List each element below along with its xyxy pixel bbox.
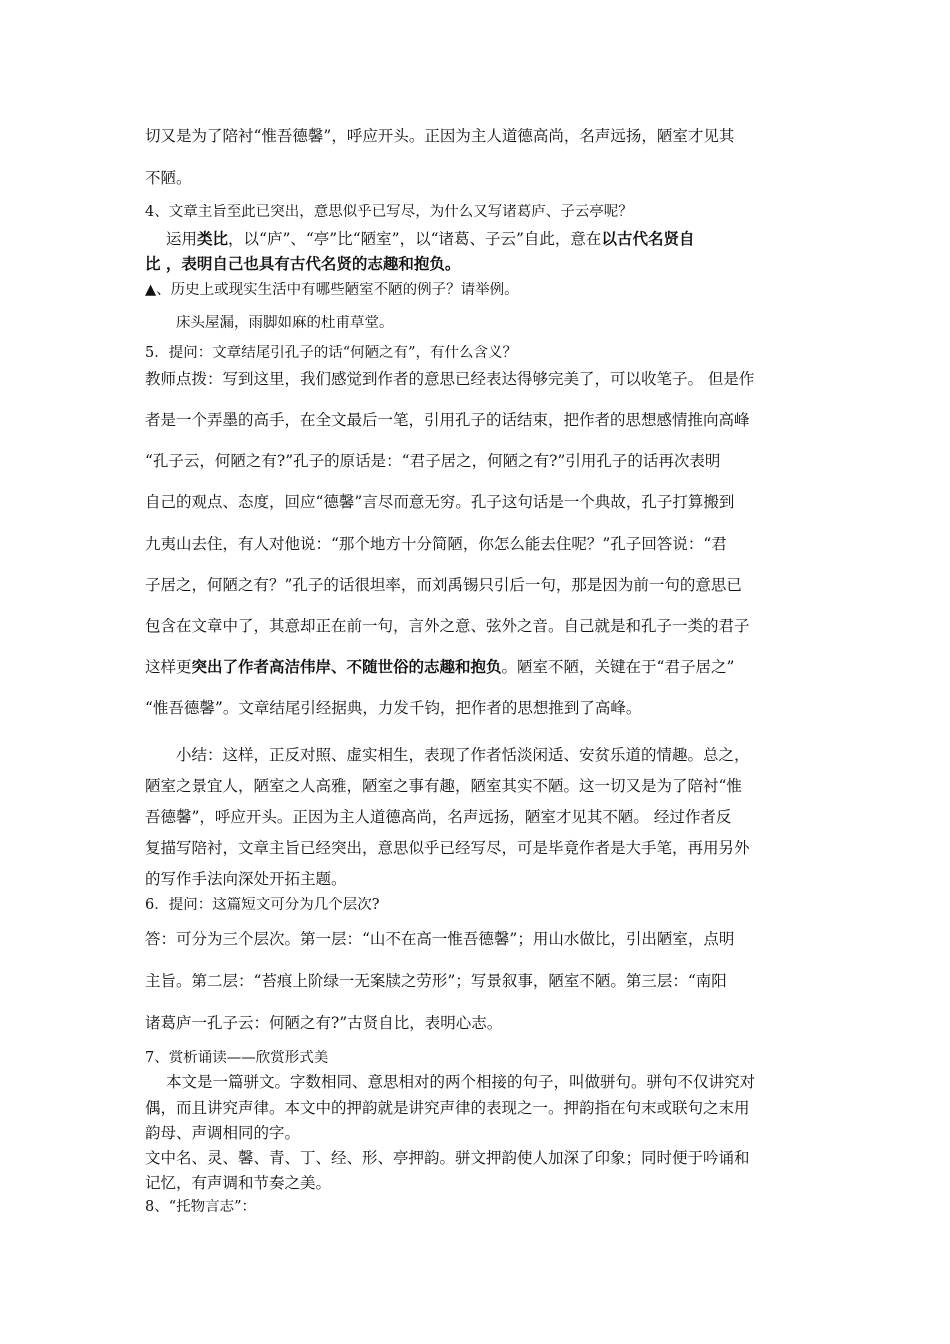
question-heading: 4、文章主旨至此已突出，意思似乎已写尽，为什么又写诸葛庐、子云亭呢？	[145, 204, 633, 220]
text-run: 这样更	[145, 658, 192, 676]
text-line: “惟吾德馨”。文章结尾引经据典，力发千钧，把作者的思想推到了高峰。	[145, 699, 642, 717]
emphasis-text: 类比	[197, 230, 229, 248]
text-run: 运用	[166, 230, 198, 248]
text-line: 答：可分为三个层次。第一层：“山不在高一惟吾德馨”；用山水做比，引出陋室，点明	[145, 930, 735, 948]
text-run: ，以“庐”、“亭”比“陋室”，以“诸葛、子云”自此，意在	[228, 230, 602, 248]
text-line: 记忆，有声调和节奏之美。	[145, 1174, 332, 1192]
question-heading: 7、赏析诵读——欣赏形式美	[145, 1050, 329, 1066]
text-line: 陋室之景宜人，陋室之人高雅，陋室之事有趣，陋室其实不陋。这一切又是为了陪衬“惟	[145, 777, 742, 795]
text-line: 包含在文章中了，其意却正在前一句，言外之意、弦外之音。自己就是和孔子一类的君子	[145, 617, 750, 635]
text-line: 床头屋漏，雨脚如麻的杜甫草堂。	[176, 315, 394, 331]
question-heading: 6．提问：这篇短文可分为几个层次?	[145, 897, 380, 913]
text-line: 九夷山去住，有人对他说：“那个地方十分简陋，你怎么能去住呢？”孔子回答说：“君	[145, 535, 727, 553]
text-run: 。陋室不陋，关键在于“君子居之”	[501, 658, 735, 676]
text-line: 复描写陪衬，文章主旨已经突出，意思似乎已经写尽，可是毕竟作者是大手笔，再用另外	[145, 839, 750, 857]
text-line: 子居之，何陋之有？”孔子的话很坦率，而刘禹锡只引后一句，那是因为前一句的意思已	[145, 576, 742, 594]
text-line: 本文是一篇骈文。字数相同、意思相对的两个相接的句子，叫做骈句。骈句不仅讲究对	[166, 1073, 756, 1091]
text-line: 诸葛庐一孔子云：何陋之有?”古贤自比，表明心志。	[145, 1014, 503, 1032]
text-line: 吾德馨”，呼应开头。正因为主人道德高尚，名声远扬，陋室才见其不陋。 经过作者反	[145, 808, 732, 826]
text-line: 偶，而且讲究声律。本文中的押韵就是讲究声律的表现之一。押韵指在句末或联句之末用	[145, 1099, 750, 1117]
question-heading: 5．提问：文章结尾引孔子的话“何陋之有”，有什么含义？	[145, 345, 518, 361]
emphasis-line: 比 ，表明自己也具有古代名贤的志趣和抱负。	[145, 255, 461, 273]
text-line	[166, 230, 810, 249]
text-line: 不陋。	[145, 169, 192, 187]
text-line: 的写作手法向深处开拓主题。	[145, 870, 347, 888]
question-heading: ▲、历史上或现实生活中有哪些陋室不陋的例子？请举例。	[145, 282, 519, 298]
text-line: 自己的观点、态度，回应“德馨”言尽而意无穷。孔子这句话是一个典故，孔子打算搬到	[145, 493, 735, 511]
text-line: 教师点拨：写到这里，我们感觉到作者的意思已经表达得够完美了，可以收笔子。 但是作	[145, 370, 755, 388]
emphasis-text: 以古代名贤自	[601, 230, 695, 248]
text-line: 小结：这样，正反对照、虚实相生，表现了作者恬淡闲适、安贫乐道的情趣。总之，	[176, 746, 750, 764]
text-line: 切又是为了陪衬“惟吾德馨”，呼应开头。正因为主人道德高尚，名声远扬，陋室才见其	[145, 127, 735, 145]
text-line: 者是一个弄墨的高手，在全文最后一笔，引用孔子的话结束，把作者的思想感情推向高峰	[145, 411, 750, 429]
emphasis-text: 突出了作者高洁伟岸、不随世俗的志趣和抱负	[191, 658, 502, 676]
text-line: 韵母、声调相同的字。	[145, 1124, 301, 1142]
text-line: 文中名、灵、馨、青、丁、经、形、亭押韵。骈文押韵使人加深了印象；同时便于吟诵和	[145, 1149, 750, 1167]
text-line: “孔子云，何陋之有?”孔子的原话是：“君子居之，何陋之有?”引用孔子的话再次表明	[145, 452, 721, 470]
text-line: 主旨。第二层：“苔痕上阶绿一无案牍之劳形”；写景叙事，陋室不陋。第三层：“南阳	[145, 972, 727, 990]
question-heading: 8、“托物言志”：	[145, 1199, 257, 1215]
text-line	[145, 658, 810, 677]
